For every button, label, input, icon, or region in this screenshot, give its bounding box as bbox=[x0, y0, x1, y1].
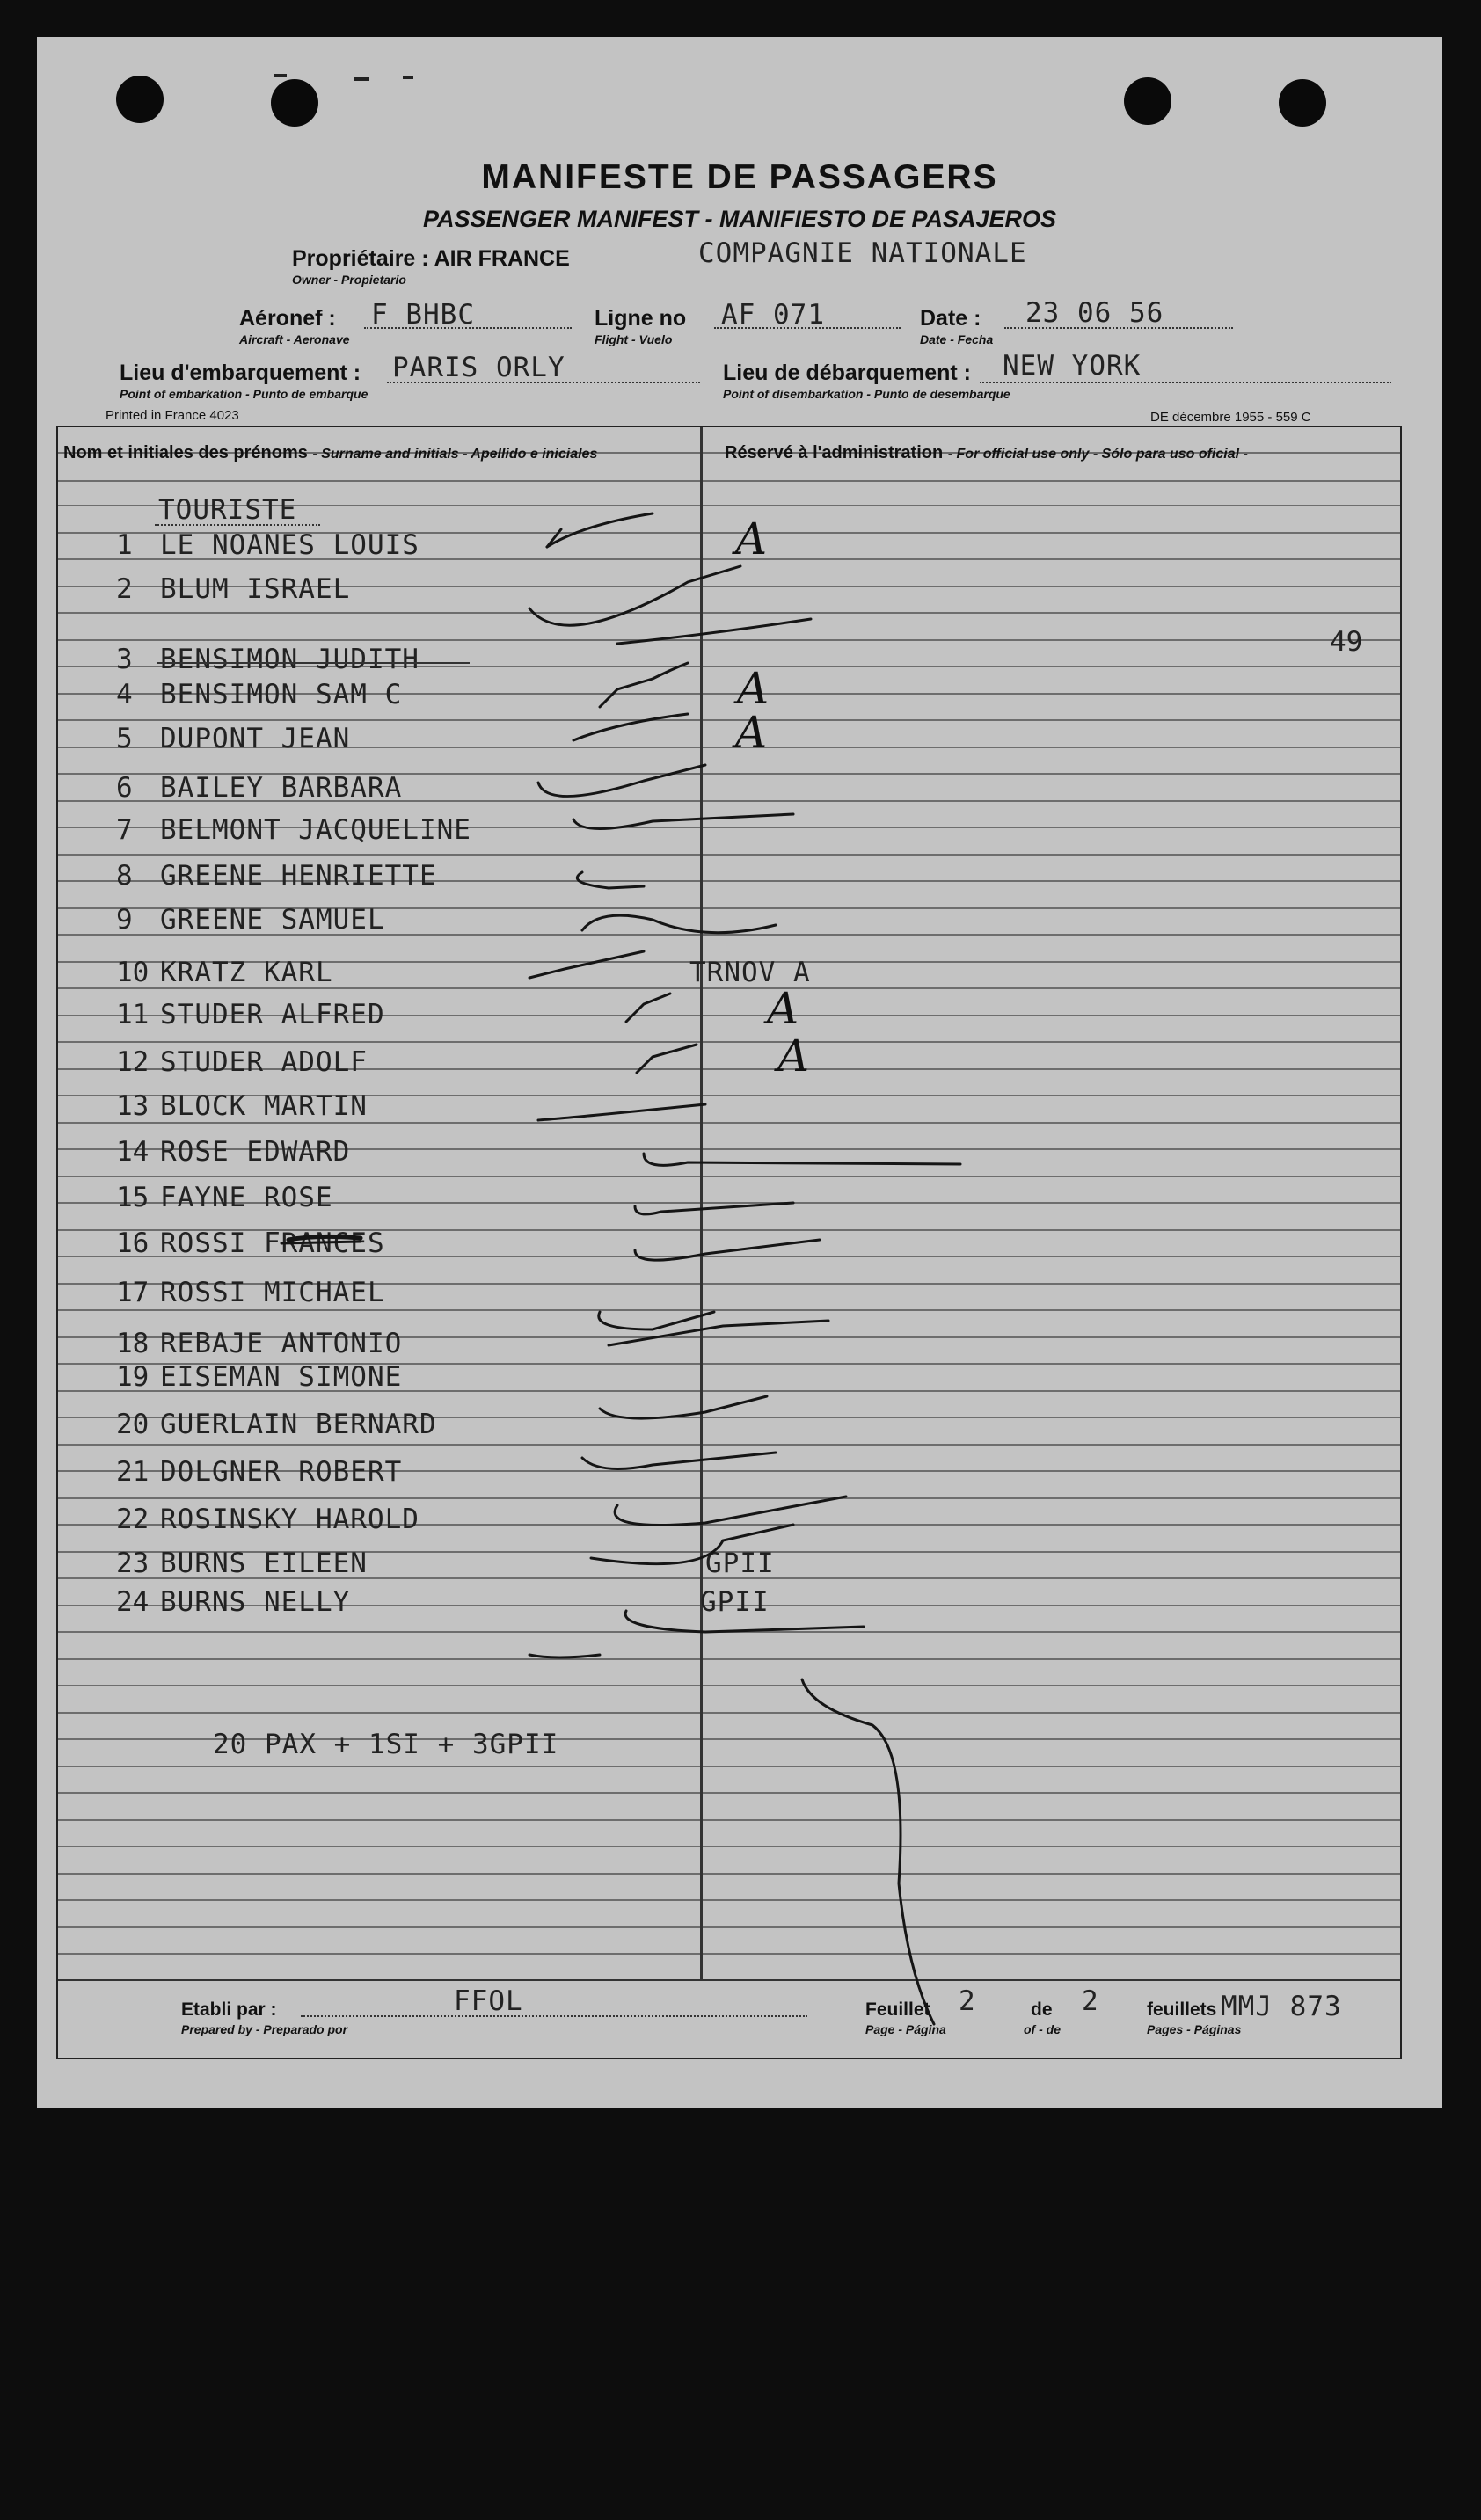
pages-label: feuillets bbox=[1147, 1999, 1217, 2020]
of-sublabel: of - de bbox=[1024, 2022, 1061, 2036]
passenger-number: 5 bbox=[116, 723, 133, 754]
flight-value: AF 071 bbox=[721, 299, 825, 331]
owner-sublabel: Owner - Propietario bbox=[292, 273, 406, 287]
prepared-by-sublabel: Prepared by - Preparado por bbox=[181, 2022, 348, 2036]
passenger-number: 16 bbox=[116, 1227, 150, 1259]
handwritten-marks bbox=[37, 37, 1442, 2108]
passenger-name: ROSSI MICHAEL bbox=[160, 1277, 385, 1308]
passenger-number: 11 bbox=[116, 999, 150, 1031]
passenger-number: 24 bbox=[116, 1586, 150, 1618]
passenger-number: 20 bbox=[116, 1409, 150, 1440]
passenger-name: BLUM ISRAEL bbox=[160, 573, 351, 605]
date-label: Date : bbox=[920, 306, 981, 331]
summary-line: 20 PAX + 1SI + 3GPII bbox=[213, 1729, 559, 1760]
date-sublabel: Date - Fecha bbox=[920, 332, 994, 346]
passenger-number: 19 bbox=[116, 1361, 150, 1393]
printed-in: Printed in France 4023 bbox=[106, 408, 239, 423]
admin-mark: A bbox=[735, 707, 768, 758]
embark-value: PARIS ORLY bbox=[392, 352, 565, 383]
passenger-number: 12 bbox=[116, 1046, 150, 1078]
admin-mark: A bbox=[777, 1031, 810, 1082]
passenger-name: ROSINSKY HAROLD bbox=[160, 1504, 419, 1535]
passenger-name: LE NOANES LOUIS bbox=[160, 529, 419, 561]
flight-label: Ligne no bbox=[595, 306, 687, 331]
prepared-by-label: Etabli par : bbox=[181, 1999, 277, 2020]
admin-column-sublabel: - For official use only - Sólo para uso oficial - bbox=[947, 447, 1248, 462]
passenger-number: 17 bbox=[116, 1277, 150, 1308]
manifest-sheet bbox=[37, 37, 1442, 2108]
date-value: 23 06 56 bbox=[1025, 297, 1164, 329]
admin-mark: A bbox=[767, 983, 799, 1034]
passenger-number: 22 bbox=[116, 1504, 150, 1535]
disembark-value: NEW YORK bbox=[1003, 350, 1142, 382]
passenger-name: GREENE SAMUEL bbox=[160, 904, 385, 936]
embark-sublabel: Point of embarkation - Punto de embarque bbox=[120, 387, 368, 401]
admin-mark: GPII bbox=[705, 1548, 775, 1579]
passenger-number: 7 bbox=[116, 814, 133, 846]
pages-sublabel: Pages - Páginas bbox=[1147, 2022, 1242, 2036]
passenger-name: BLOCK MARTIN bbox=[160, 1090, 368, 1122]
passenger-number: 13 bbox=[116, 1090, 150, 1122]
passenger-name: ROSSI FRANCES bbox=[160, 1227, 385, 1259]
passenger-number: 15 bbox=[116, 1182, 150, 1213]
owner-label: Propriétaire : AIR FRANCE bbox=[292, 246, 570, 271]
page-label: Feuillet bbox=[865, 1999, 930, 2020]
reference-code: MMJ 873 bbox=[1221, 1991, 1342, 2022]
admin-mark: TRNOV A bbox=[689, 957, 811, 988]
admin-column-label: Réservé à l'administration bbox=[725, 443, 944, 462]
passenger-name: DOLGNER ROBERT bbox=[160, 1456, 403, 1488]
passenger-name: GREENE HENRIETTE bbox=[160, 860, 437, 892]
passenger-number: 1 bbox=[116, 529, 133, 561]
passenger-number: 2 bbox=[116, 573, 133, 605]
page-sublabel: Page - Página bbox=[865, 2022, 946, 2036]
passenger-name: DUPONT JEAN bbox=[160, 723, 351, 754]
embark-label: Lieu d'embarquement : bbox=[120, 361, 361, 385]
passenger-name: STUDER ALFRED bbox=[160, 999, 385, 1031]
passenger-number: 4 bbox=[116, 679, 133, 710]
passenger-name: BAILEY BARBARA bbox=[160, 772, 403, 804]
passenger-name: REBAJE ANTONIO bbox=[160, 1328, 403, 1359]
form-reference: DE décembre 1955 - 559 C bbox=[1150, 410, 1311, 425]
page-value: 2 bbox=[959, 1985, 976, 2017]
passenger-number: 23 bbox=[116, 1548, 150, 1579]
passenger-name: EISEMAN SIMONE bbox=[160, 1361, 403, 1393]
manifest-title: MANIFESTE DE PASSAGERS bbox=[481, 158, 998, 196]
names-column-sublabel: - Surname and initials - Apellido e iniciales bbox=[312, 447, 598, 462]
names-column-label: Nom et initiales des prénoms bbox=[63, 443, 308, 462]
passenger-name: BURNS NELLY bbox=[160, 1586, 351, 1618]
passenger-name: ROSE EDWARD bbox=[160, 1136, 351, 1168]
passenger-name: GUERLAIN BERNARD bbox=[160, 1409, 437, 1440]
disembark-label: Lieu de débarquement : bbox=[723, 361, 971, 385]
passenger-number: 18 bbox=[116, 1328, 150, 1359]
of-value: 2 bbox=[1082, 1985, 1099, 2017]
of-label: de bbox=[1031, 1999, 1053, 2020]
passenger-number: 6 bbox=[116, 772, 133, 804]
manifest-subtitle: PASSENGER MANIFEST - MANIFIESTO DE PASAJEROS bbox=[422, 206, 1057, 232]
passenger-number: 8 bbox=[116, 860, 133, 892]
passenger-number: 3 bbox=[116, 644, 133, 675]
aircraft-value: F BHBC bbox=[371, 299, 475, 331]
passenger-name: BENSIMON JUDITH bbox=[160, 644, 419, 675]
passenger-name: STUDER ADOLF bbox=[160, 1046, 368, 1078]
owner-value: COMPAGNIE NATIONALE bbox=[698, 237, 1027, 269]
passenger-number: 9 bbox=[116, 904, 133, 936]
passenger-number: 14 bbox=[116, 1136, 150, 1168]
admin-mark: GPII bbox=[700, 1586, 770, 1618]
class-heading: TOURISTE bbox=[158, 494, 297, 526]
passenger-number: 21 bbox=[116, 1456, 150, 1488]
passenger-name: BELMONT JACQUELINE bbox=[160, 814, 471, 846]
passenger-name: BENSIMON SAM C bbox=[160, 679, 403, 710]
flight-sublabel: Flight - Vuelo bbox=[595, 332, 673, 346]
page-number-mark: 49 bbox=[1330, 626, 1363, 658]
admin-mark: A bbox=[735, 513, 768, 564]
passenger-name: BURNS EILEEN bbox=[160, 1548, 368, 1579]
disembark-sublabel: Point of disembarkation - Punto de desembarque bbox=[723, 387, 1010, 401]
aircraft-label: Aéronef : bbox=[239, 306, 336, 331]
admin-mark: A bbox=[737, 663, 770, 714]
prepared-by-value: FFOL bbox=[454, 1985, 523, 2017]
passenger-number: 10 bbox=[116, 957, 150, 988]
passenger-name: KRATZ KARL bbox=[160, 957, 333, 988]
aircraft-sublabel: Aircraft - Aeronave bbox=[239, 332, 350, 346]
passenger-name: FAYNE ROSE bbox=[160, 1182, 333, 1213]
